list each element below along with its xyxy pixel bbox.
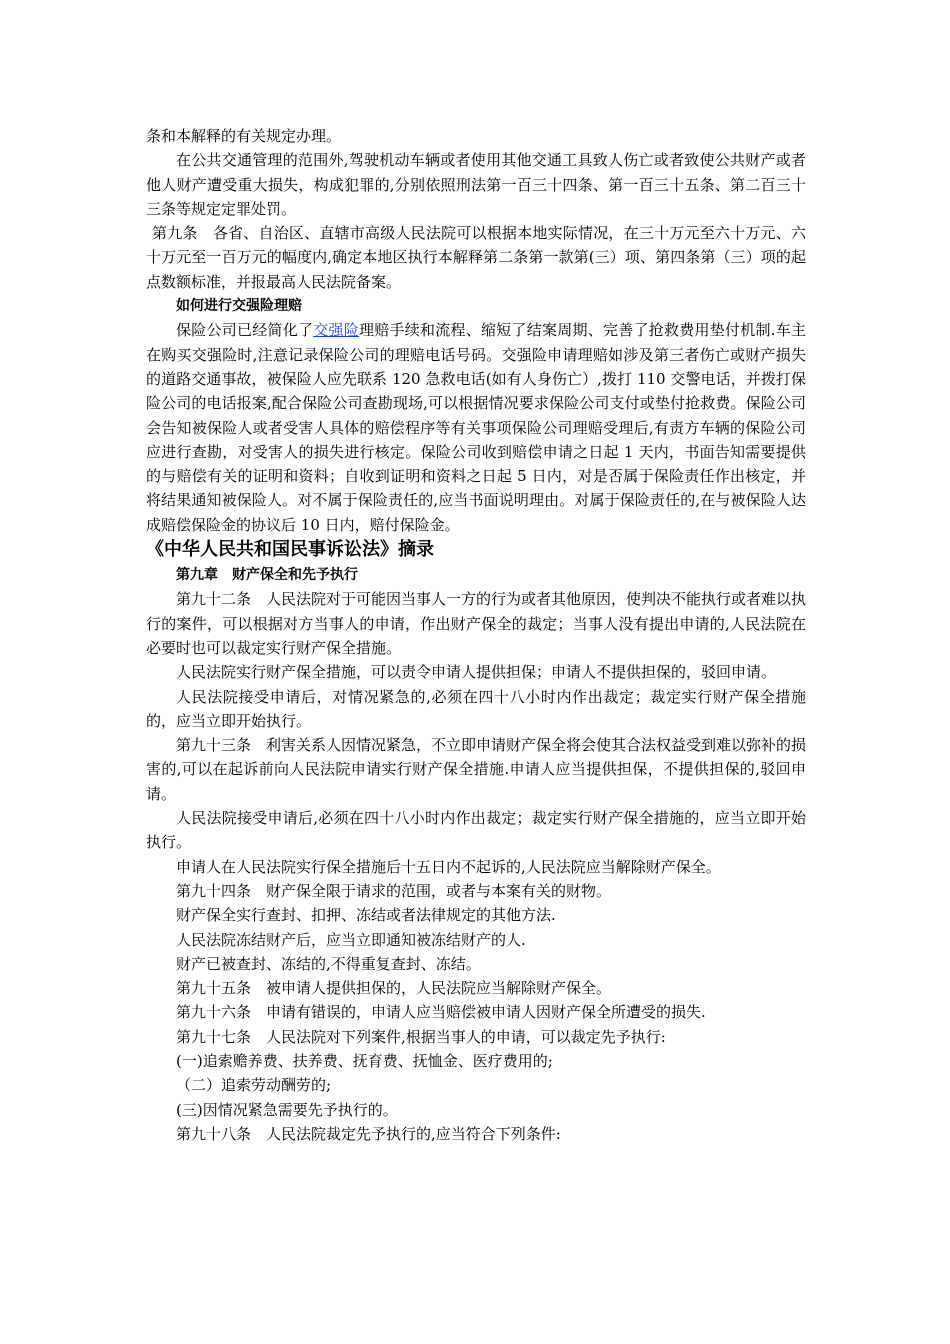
paragraph-text: 理赔手续和流程、缩短了结案周期、完善了抢救费用垫付机制.车主在购买交强险时,注意记录保险公司的理赔电话号码。交强险申请理赔如涉及第三者伤亡或财产损失的道路交通事故，被保险人应先联系 120 急救电话(如有人身伤亡）,拨打 110 交警电话，并拨打保险公司的电话报案,配合保险公司查勘现场,可以根据情况要求保险公司支付或垫付抢救费。保险公司会告知被保险人或者受害人具体的赔偿程序等有关事项保险公司理赔受理后,有责方车辆的保险公司应进行查勘，对受害人的损失进行核定。保险公司收到赔偿申请之日起 1 天内，书面告知需要提供的与赔偿有关的证明和资料；自收到证明和资料之日起 5 日内，对是否属于保险责任作出核定，并将结果通知被保险人。对不属于保险责任的,应当书面说明理由。对属于保险责任的,在与被保险人达成赔偿保险金的协议后 10 日内，赔付保险金。 <box>146 321 806 534</box>
chapter-heading: 第九章 财产保全和先予执行 <box>176 567 358 584</box>
paragraph: 条和本解释的有关规定办理。 <box>146 127 342 145</box>
paragraph: 财产保全实行查封、扣押、冻结或者法律规定的其他方法. <box>176 906 556 925</box>
paragraph-text: 保险公司已经简化了 <box>176 321 314 340</box>
paragraph: 在公共交通管理的范围外,驾驶机动车辆或者使用其他交通工具致人伤亡或者致使公共财产或者他人财产遭受重大损失，构成犯罪的,分别依照刑法第一百三十四条、第一百三十五条、第二百三十三条等规定定罪处罚。 <box>146 151 806 218</box>
article-ninety-seven: 第九十七条 人民法院对下列案件,根据当事人的申请，可以裁定先予执行: <box>176 1027 666 1046</box>
article-ninety-four: 第九十四条 财产保全限于请求的范围，或者与本案有关的财物。 <box>176 881 612 900</box>
article-ninety-five: 第九十五条 被申请人提供担保的，人民法院应当解除财产保全。 <box>176 979 612 998</box>
article-ninety-three: 第九十三条 利害关系人因情况紧急，不立即申请财产保全将会使其合法权益受到难以弥补的损害的,可以在起诉前向人民法院申请实行财产保全措施.申请人应当提供担保，不提供担保的,驳回申请。 <box>146 736 807 803</box>
paragraph: 人民法院实行财产保全措施，可以责令申请人提供担保；申请人不提供担保的，驳回申请。 <box>176 663 777 682</box>
section-heading: 如何进行交强险理赔 <box>176 298 302 315</box>
paragraph <box>146 318 806 537</box>
article-ninety-six: 第九十六条 申请有错误的，申请人应当赔偿被申请人因财产保全所遭受的损失. <box>176 1003 706 1022</box>
list-item: （二）追索劳动酬劳的; <box>176 1076 332 1095</box>
article-ninety-eight: 第九十八条 人民法院裁定先予执行的,应当符合下列条件: <box>176 1124 561 1143</box>
paragraph: 人民法院接受申请后，对情况紧急的,必须在四十八小时内作出裁定；裁定实行财产保全措施的，应当立即开始执行。 <box>146 687 806 730</box>
paragraph: 申请人在人民法院实行保全措施后十五日内不起诉的,人民法院应当解除财产保全。 <box>176 857 721 876</box>
paragraph: 人民法院冻结财产后，应当立即通知被冻结财产的人. <box>176 930 526 949</box>
paragraph: 财产已被查封、冻结的,不得重复查封、冻结。 <box>176 954 481 973</box>
insurance-link[interactable]: 交强险 <box>313 321 359 340</box>
list-item: (一)追索赡养费、扶养费、抚育费、抚恤金、医疗费用的; <box>176 1051 553 1070</box>
paragraph: 人民法院接受申请后,必须在四十八小时内作出裁定；裁定实行财产保全措施的，应当立即开始执行。 <box>146 809 806 852</box>
document-title: 《中华人民共和国民事诉讼法》摘录 <box>146 539 434 561</box>
list-item: (三)因情况紧急需要先予执行的。 <box>176 1100 398 1119</box>
article-ninety-two: 第九十二条 人民法院对于可能因当事人一方的行为或者其他原因，使判决不能执行或者难以执行的案件，可以根据对方当事人的申请，作出财产保全的裁定；当事人没有提出申请的,人民法院在必要时也可以裁定实行财产保全措施。 <box>146 590 807 657</box>
article-nine: 第九条 各省、自治区、直辖市高级人民法院可以根据本地实际情况，在三十万元至六十万元、六十万元至一百万元的幅度内,确定本地区执行本解释第二条第一款第(三）项、第四条第（三）项的起点数额标准，并报最高人民法院备案。 <box>146 224 806 291</box>
